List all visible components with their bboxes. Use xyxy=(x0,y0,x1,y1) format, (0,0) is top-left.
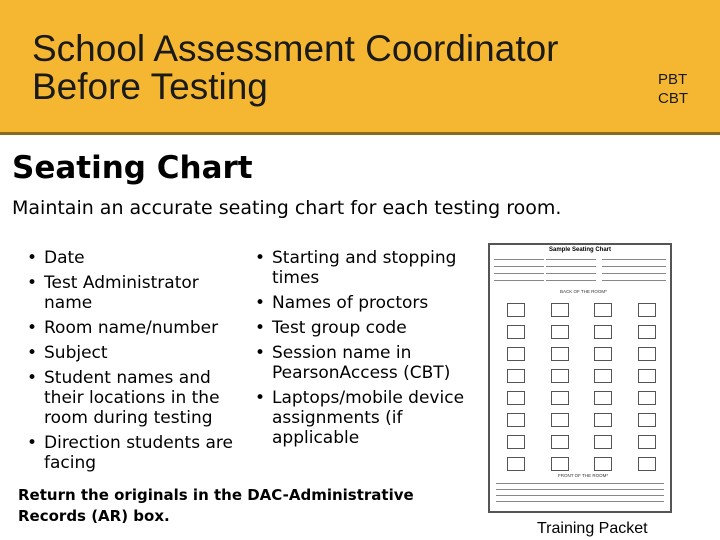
thumbnail-desk xyxy=(638,435,656,449)
thumbnail-desk xyxy=(507,457,525,471)
thumbnail-form-line xyxy=(494,273,544,274)
list-item: • Test group code xyxy=(255,318,407,338)
thumbnail-note-line xyxy=(496,483,664,484)
list-item: • Names of proctors xyxy=(255,293,429,313)
training-packet-label: Training Packet xyxy=(537,520,648,537)
thumbnail-form-line xyxy=(602,266,666,267)
list-item: • Direction students are facing xyxy=(27,433,233,473)
test-type-tags xyxy=(658,70,688,108)
bullet-icon: • xyxy=(255,248,266,268)
thumbnail-note-line xyxy=(496,495,664,496)
page-title-line1: School Assessment Coordinator xyxy=(32,28,559,69)
thumbnail-desk xyxy=(507,413,525,427)
thumbnail-form-line xyxy=(494,280,544,281)
thumbnail-desk xyxy=(507,325,525,339)
thumbnail-desk xyxy=(594,369,612,383)
thumbnail-note-line xyxy=(496,501,664,502)
bullet-icon: • xyxy=(27,273,38,293)
return-originals-note: Return the originals in the DAC-Administrative Records (AR) box. xyxy=(18,486,414,525)
section-title: Seating Chart xyxy=(12,150,253,186)
thumbnail-front-label: FRONT OF THE ROOM* xyxy=(558,473,609,478)
list-item: • Room name/number xyxy=(27,318,219,338)
sample-seating-chart-thumbnail xyxy=(488,243,672,513)
list-item: • Starting and stopping times xyxy=(255,248,457,288)
thumbnail-desk xyxy=(638,325,656,339)
thumbnail-desk xyxy=(507,303,525,317)
page-title-line2: Before Testing xyxy=(32,66,268,107)
thumbnail-desk xyxy=(551,303,569,317)
bullet-icon: • xyxy=(27,318,38,338)
thumbnail-desk xyxy=(551,435,569,449)
thumbnail-desk xyxy=(551,369,569,383)
list-item: • Subject xyxy=(27,343,108,363)
page-title xyxy=(32,30,559,106)
thumbnail-desk xyxy=(551,391,569,405)
bullet-icon: • xyxy=(255,388,266,408)
bullet-icon: • xyxy=(255,318,266,338)
required-info-list-left xyxy=(27,248,245,478)
thumbnail-desk xyxy=(594,325,612,339)
list-item: • Session name in PearsonAccess (CBT) xyxy=(255,343,451,383)
header-divider xyxy=(0,132,720,135)
thumbnail-desk xyxy=(594,413,612,427)
list-item: • Laptops/mobile device assignments (if applicable xyxy=(255,388,465,448)
tag-cbt: CBT xyxy=(658,90,688,107)
thumbnail-back-label: BACK OF THE ROOM* xyxy=(560,289,607,294)
thumbnail-form-line xyxy=(602,273,666,274)
thumbnail-desk xyxy=(638,347,656,361)
thumbnail-desk xyxy=(594,391,612,405)
thumbnail-desk xyxy=(638,413,656,427)
thumbnail-title: Sample Seating Chart xyxy=(548,247,611,253)
bullet-icon: • xyxy=(27,368,38,388)
thumbnail-desk xyxy=(551,347,569,361)
thumbnail-desk xyxy=(594,457,612,471)
bullet-icon: • xyxy=(27,343,38,363)
thumbnail-desk xyxy=(638,303,656,317)
thumbnail-desk xyxy=(638,391,656,405)
thumbnail-desk xyxy=(594,435,612,449)
thumbnail-desk xyxy=(594,347,612,361)
thumbnail-desk xyxy=(638,369,656,383)
thumbnail-form-line xyxy=(494,259,544,260)
tag-pbt: PBT xyxy=(658,71,688,88)
intro-text: Maintain an accurate seating chart for each testing room. xyxy=(12,197,562,219)
bullet-icon: • xyxy=(255,343,266,363)
bullet-icon: • xyxy=(27,433,38,453)
thumbnail-note-line xyxy=(496,489,664,490)
thumbnail-desk xyxy=(638,457,656,471)
thumbnail-desk xyxy=(507,347,525,361)
thumbnail-form-line xyxy=(546,280,596,281)
required-info-list-right xyxy=(255,248,475,453)
list-item: • Student names and their locations in the room during testing xyxy=(27,368,220,428)
list-item: • Test Administrator name xyxy=(27,273,199,313)
thumbnail-form-line xyxy=(602,280,666,281)
header-banner xyxy=(0,0,720,132)
thumbnail-form-line xyxy=(494,266,544,267)
thumbnail-desk xyxy=(551,413,569,427)
thumbnail-desk xyxy=(507,435,525,449)
thumbnail-desk xyxy=(507,391,525,405)
thumbnail-desk xyxy=(551,325,569,339)
thumbnail-form-line xyxy=(602,259,666,260)
thumbnail-form-line xyxy=(546,266,596,267)
thumbnail-desk xyxy=(594,303,612,317)
thumbnail-form-line xyxy=(546,273,596,274)
list-item: • Date xyxy=(27,248,85,268)
thumbnail-desk xyxy=(551,457,569,471)
thumbnail-desk xyxy=(507,369,525,383)
thumbnail-form-line xyxy=(546,259,596,260)
bullet-icon: • xyxy=(27,248,38,268)
bullet-icon: • xyxy=(255,293,266,313)
